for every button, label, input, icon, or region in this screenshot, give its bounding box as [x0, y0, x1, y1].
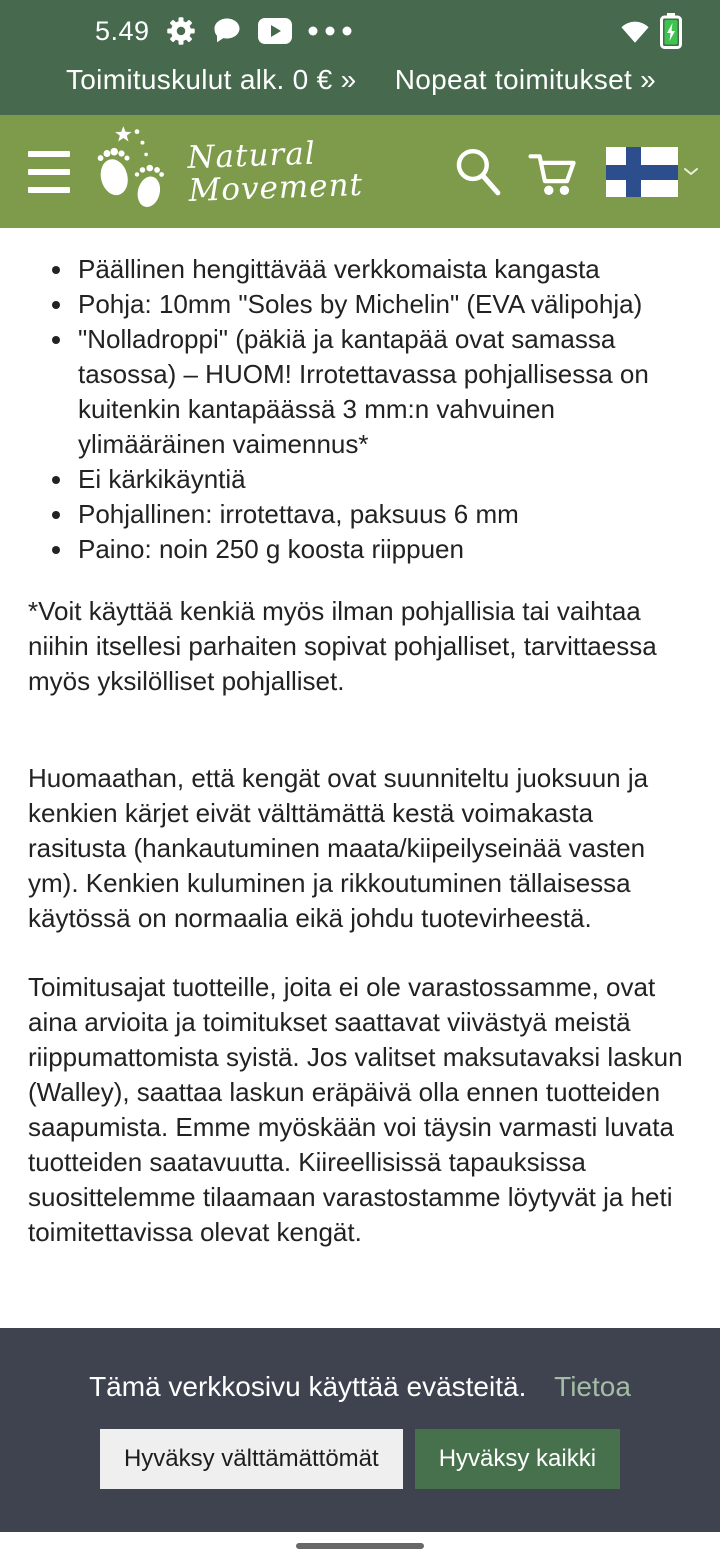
search-icon[interactable] — [452, 145, 502, 199]
spec-item: • "Nolladroppi" (päkiä ja kantapää ovat samassa tasossa) – HUOM! Irrotettavassa pohjallisessa on kuitenkin kantapäässä 3 mm:n vahvuinen ylimääräinen vaimennus* — [75, 322, 692, 462]
top-bar-region — [0, 0, 720, 115]
product-description — [0, 228, 720, 1250]
cookie-consent-banner — [0, 1328, 720, 1532]
site-header — [0, 115, 720, 228]
gesture-nav-area — [0, 1532, 720, 1560]
usage-warning-paragraph: Huomaathan, että kengät ovat suunniteltu juoksuun ja kenkien kärjet eivät välttämättä kestä voimakasta rasitusta (hankautuminen maata/kiipeilyseinää vasten ym). Kenkien kuluminen ja rikkoutuminen tällaisessa käytössä on normaalia eikä johdu tuotevirheestä. — [28, 763, 649, 933]
battery-charging-icon — [660, 13, 682, 49]
spec-item: • Paino: noin 250 g koosta riippuen — [75, 532, 692, 567]
accept-all-button[interactable]: Hyväksy kaikki — [415, 1429, 620, 1489]
spec-item: • Päällinen hengittävää verkkomaista kangasta — [75, 252, 692, 287]
overflow-dots-icon — [308, 26, 352, 36]
spec-item: • Ei kärkikäyntiä — [75, 462, 692, 497]
spec-item: • Pohja: 10mm "Soles by Michelin" (EVA välipohja) — [75, 287, 692, 322]
cookie-buttons-row — [100, 1429, 620, 1489]
cookie-message: Tämä verkkosivu käyttää evästeitä. — [89, 1371, 527, 1402]
status-bar — [0, 0, 720, 52]
logo-wordmark: Natural Movement — [186, 135, 364, 209]
spec-item: • Pohjallinen: irrotettava, paksuus 6 mm — [75, 497, 692, 532]
wifi-icon — [620, 18, 650, 44]
language-selector[interactable] — [606, 147, 698, 197]
home-indicator-bar[interactable] — [296, 1543, 424, 1549]
insole-note-paragraph: *Voit käyttää kenkiä myös ilman pohjallisia tai vaihtaa niihin itsellesi parhaiten sopivat pohjalliset, tarvittaessa myös yksilölliset pohjalliset. — [28, 596, 657, 696]
delivery-info-paragraph: Toimitusajat tuotteille, joita ei ole varastossamme, ovat aina arvioita ja toimitukset saattavat viivästyä meistä riippumattomista syistä. Jos valitset maksutavaksi laskun (Walley), saattaa laskun eräpäivä olla ennen tuotteiden saapumista. Emme myöskään voi täysin varmasti luvata tuotteiden saatavuutta. Kiireellisissä tapauksissa suosittelemme tilaamaan varastostamme löytyvät ja heti toimitettavissa olevat kengät. — [28, 972, 683, 1247]
fast-delivery-link[interactable]: Nopeat toimitukset » — [394, 63, 656, 95]
shipping-cost-link[interactable]: Toimituskulut alk. 0 € » — [66, 63, 357, 95]
status-right-group — [620, 13, 682, 49]
spec-list — [28, 252, 692, 567]
footprints-logo-icon — [96, 123, 178, 220]
menu-icon[interactable] — [28, 151, 70, 193]
accept-necessary-button[interactable]: Hyväksy välttämättömät — [100, 1429, 403, 1489]
play-video-icon — [258, 18, 292, 44]
finland-flag-icon — [606, 147, 678, 197]
cookie-info-link[interactable]: Tietoa — [554, 1371, 631, 1402]
site-logo[interactable] — [96, 123, 362, 220]
clock-text: 5.49 — [95, 15, 150, 46]
chevron-down-icon — [684, 167, 698, 176]
status-left-group — [95, 16, 620, 47]
gear-icon — [166, 16, 196, 46]
cart-icon[interactable] — [524, 145, 584, 199]
header-actions — [452, 145, 698, 199]
promo-bar — [0, 52, 720, 115]
chat-bubble-icon — [212, 16, 242, 46]
cookie-message-line — [89, 1371, 631, 1403]
